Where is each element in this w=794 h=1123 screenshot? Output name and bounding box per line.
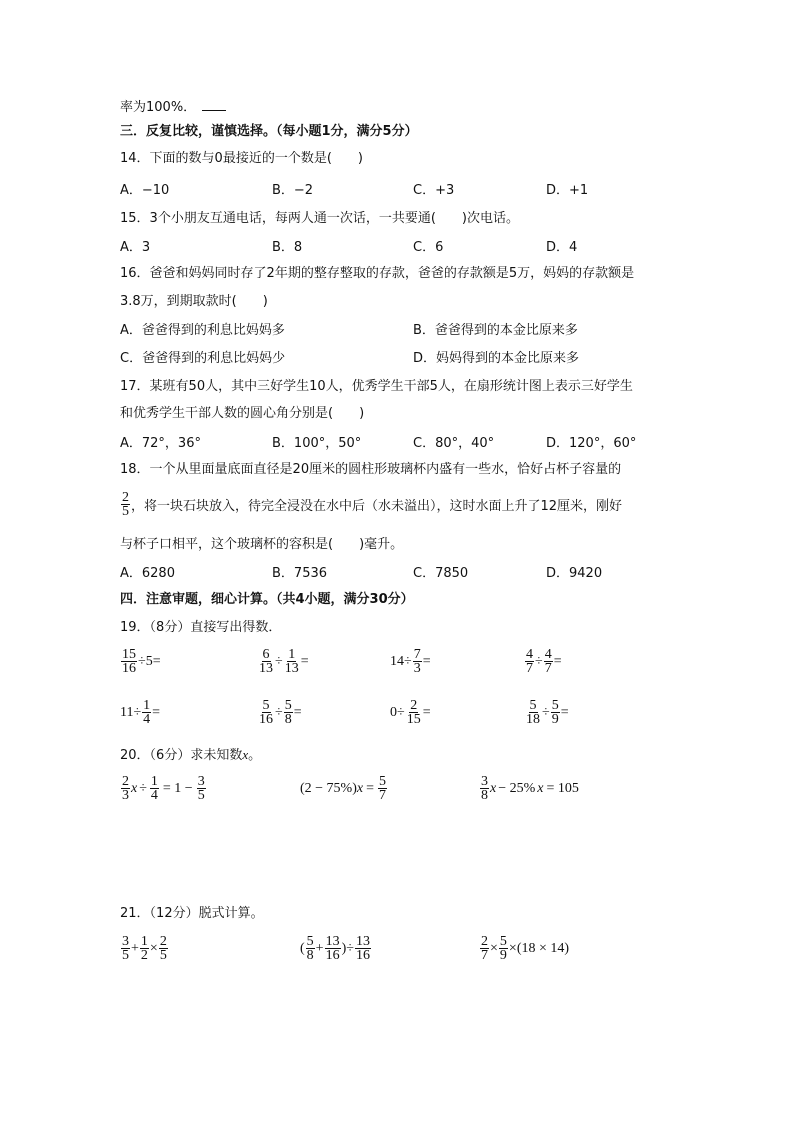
num: 1 [150,774,158,789]
q17-stem-line2: 和优秀学生干部人数的圆心角分别是( ) [120,406,365,421]
q18-option-d[interactable]: D．9420 [546,566,603,581]
q17-option-b[interactable]: B．100°，50° [272,436,362,451]
section-4-title: 四．注意审题，细心计算。（共4小题，满分30分） [120,592,414,607]
den: 13 [284,661,299,676]
q16-stem-line1: 16．爸爸和妈妈同时存了2年期的整存整取的存款，爸爸的存款额是5万，妈妈的存款额是 [120,266,635,281]
equals: = [293,704,302,720]
q18-frac-num: 2 [122,490,129,505]
den: 7 [544,661,552,676]
operator: ÷ [535,653,543,669]
left-expr: (2 − 75%) [300,780,357,796]
q17-option-c[interactable]: C．80°，40° [413,436,495,451]
paren-open: ( [300,940,305,956]
q17-stem-line1: 17．某班有50人，其中三好学生10人，优秀学生干部5人，在扇形统计图上表示三好学生 [120,379,633,394]
variable: x [490,780,497,796]
equals: = [152,704,161,720]
den: 16 [259,712,273,727]
den: 2 [140,948,148,963]
middle: = 1 − [162,780,193,796]
equals: = [366,780,375,796]
num: 1 [288,647,296,662]
den: 16 [122,661,136,676]
den: 8 [284,712,292,727]
q18-option-b[interactable]: B．7536 [272,566,328,581]
answer-blank[interactable] [202,98,226,111]
q20-stem-text: 20．（6分）求未知数 [120,748,243,763]
num: 5 [551,698,559,713]
num: 5 [306,934,314,949]
den: 5 [159,948,167,963]
den: 7 [379,788,387,803]
q14-option-d[interactable]: D．+1 [546,183,589,198]
den: 4 [143,712,151,727]
num: 4 [544,647,552,662]
operand: 11 [120,704,134,720]
den: 8 [481,788,488,803]
den: 7 [481,948,488,963]
q19-item-3 [390,648,431,675]
equals: = [553,653,562,669]
paren-close: ) [341,940,347,956]
middle: − 25% [498,780,536,796]
num: 5 [284,698,292,713]
num: 3 [481,774,488,789]
q18-stem-line1: 18．一个从里面量底面直径是20厘米的圆柱形玻璃杯内盛有一些水，恰好占杯子容量的 [120,462,622,477]
q19-item-8 [524,699,569,726]
equals: = [300,653,309,669]
top-line-text: 率为100%． [120,100,197,115]
num: 2 [122,774,129,789]
q21-expression-3 [479,935,569,962]
q18-option-c[interactable]: C．7850 [413,566,469,581]
operator: ÷ [133,704,142,720]
q18-stem-line2 [120,491,622,518]
den: 7 [526,661,533,676]
den: 16 [325,948,340,963]
q16-option-b[interactable]: B．爸爸得到的本金比原来多 [413,323,578,338]
q15-option-c[interactable]: C．6 [413,240,444,255]
operator: ÷ [138,653,146,669]
den: 5 [197,788,205,803]
den: 3 [122,788,129,803]
num: 1 [140,934,148,949]
q20-stem-end: 。 [248,748,262,763]
operator: × [149,940,158,956]
num: 6 [262,647,270,662]
num: 5 [262,698,270,713]
num: 5 [499,934,507,949]
operator: × [490,940,498,956]
den: 13 [259,661,273,676]
q20-var: x [242,747,249,762]
operator: ÷ [404,653,412,669]
q15-option-a[interactable]: A．3 [120,240,151,255]
q14-option-a[interactable]: A．−10 [120,183,170,198]
num: 4 [526,647,533,662]
num: 2 [481,934,488,949]
num: 5 [379,774,387,789]
top-line [120,98,226,116]
num: 1 [143,698,151,713]
q18-stem-line2-text: ，将一块石块放入，待完全浸没在水中后（水未溢出），这时水面上升了12厘米，刚好 [131,499,623,514]
q19-item-1 [120,648,161,675]
num: 13 [325,934,340,949]
equals: = [422,653,431,669]
q14-option-c[interactable]: C．+3 [413,183,455,198]
equals: = [422,704,431,720]
variable: x [356,780,364,796]
num: 15 [122,647,136,662]
q14-option-b[interactable]: B．−2 [272,183,314,198]
q18-frac-den: 5 [122,504,129,519]
q16-option-a[interactable]: A．爸爸得到的利息比妈妈多 [120,323,285,338]
q16-option-d[interactable]: D．妈妈得到的本金比原来多 [413,351,580,366]
operator: ÷ [275,653,283,669]
q20-equation-2 [300,775,388,802]
operator: + [315,940,324,956]
operand: 5 [145,653,153,669]
tail: (18 × 14) [516,940,570,956]
num: 2 [410,698,418,713]
operator: ÷ [139,780,147,796]
q19-item-4 [524,648,562,675]
result: = 105 [546,780,579,796]
q17-option-a[interactable]: A．72°，36° [120,436,201,451]
q14-stem: 14．下面的数与0最接近的一个数是( ) [120,151,363,166]
q21-expression-2 [300,935,372,962]
den: 9 [499,948,507,963]
operand: 14 [390,653,404,669]
den: 4 [150,788,158,803]
den: 15 [406,712,421,727]
num: 3 [122,934,129,949]
q17-option-d[interactable]: D．120°，60° [546,436,637,451]
den: 9 [551,712,559,727]
q19-item-5 [120,699,160,726]
variable: x [537,780,544,796]
operator: ÷ [346,940,354,956]
q19-item-6 [257,699,302,726]
operand: 0 [390,704,397,720]
variable: x [131,780,138,796]
den: 5 [122,948,129,963]
q21-stem: 21．（12分）脱式计算。 [120,906,264,921]
den: 3 [413,661,421,676]
operator: ÷ [542,704,550,720]
q20-equation-1 [120,775,207,802]
q19-stem: 19．（8分）直接写出得数． [120,620,282,635]
q18-stem-line3: 与杯子口相平，这个玻璃杯的容积是( )毫升。 [120,537,404,552]
operator: + [131,940,139,956]
q18-fraction [121,491,130,518]
q19-item-7 [390,699,431,726]
q21-expression-1 [120,935,169,962]
den: 8 [306,948,314,963]
q16-option-c[interactable]: C．爸爸得到的利息比妈妈少 [120,351,286,366]
operator: ÷ [397,704,405,720]
num: 13 [355,934,370,949]
operator: × [508,940,517,956]
equals: = [152,653,161,669]
num: 5 [529,698,537,713]
q20-equation-3 [479,775,579,802]
den: 18 [526,712,540,727]
q15-stem: 15．3个小朋友互通电话，每两人通一次话，一共要通( )次电话。 [120,211,519,226]
q15-option-d[interactable]: D．4 [546,240,578,255]
q16-stem-line2: 3.8万，到期取款时( ) [120,294,268,309]
q20-stem [120,747,261,764]
num: 2 [159,934,167,949]
q15-option-b[interactable]: B．8 [272,240,303,255]
operator: ÷ [275,704,283,720]
q19-item-2 [257,648,309,675]
q18-option-a[interactable]: A．6280 [120,566,175,581]
num: 3 [197,774,205,789]
section-3-title: 三．反复比较，谨慎选择。（每小题1分，满分5分） [120,124,418,139]
den: 16 [355,948,370,963]
num: 7 [413,647,421,662]
equals: = [560,704,569,720]
